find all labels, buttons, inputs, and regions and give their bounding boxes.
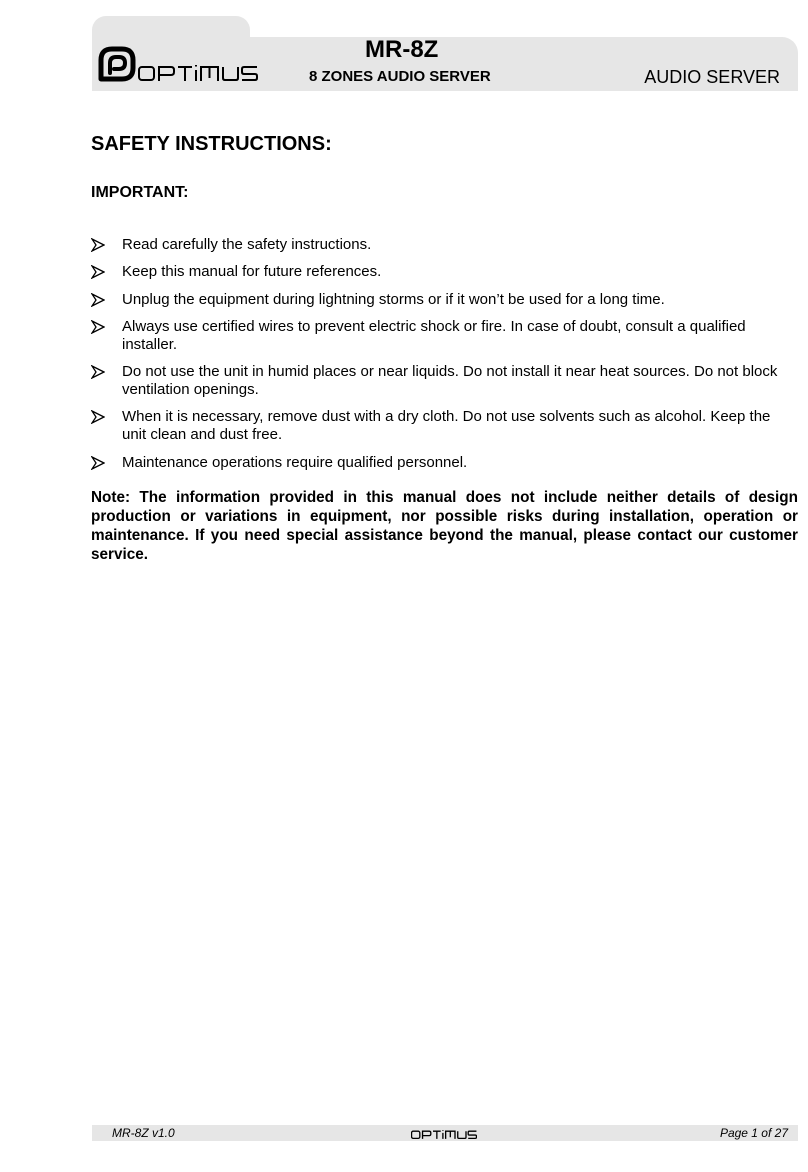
- list-item-text: Keep this manual for future references.: [122, 263, 382, 281]
- list-item-text: Always use certified wires to prevent electric shock or fire. In case of doubt, consult a qualified installer.: [122, 317, 746, 353]
- product-category: AUDIO SERVER: [644, 67, 780, 87]
- product-subtitle: 8 ZONES AUDIO SERVER: [309, 68, 491, 85]
- arrow-bullet-icon: [91, 265, 105, 279]
- disclaimer-note: Note: The information provided in this manual does not include neither details of design production or variations in equipment, nor possible risks during installation, operation or maintenance. If you need special assistance beyond the manual, please contact our customer service.: [91, 488, 798, 563]
- list-item: [91, 408, 798, 444]
- section-heading: IMPORTANT:: [91, 184, 189, 201]
- arrow-bullet-icon: [91, 410, 105, 424]
- list-item-text: When it is necessary, remove dust with a dry cloth. Do not use solvents such as alcohol. Keep the unit clean and dust free.: [122, 408, 771, 444]
- list-item: [91, 291, 798, 309]
- arrow-bullet-icon: [91, 293, 105, 307]
- page-content: [91, 132, 798, 579]
- list-item-text: Unplug the equipment during lightning storms or if it won’t be used for a long time.: [122, 290, 665, 308]
- list-item: [91, 318, 798, 354]
- page-title: SAFETY INSTRUCTIONS:: [91, 133, 332, 155]
- safety-list: [91, 236, 798, 472]
- list-item: [91, 263, 798, 281]
- arrow-bullet-icon: [91, 320, 105, 334]
- list-item-text: Maintenance operations require qualified personnel.: [122, 453, 468, 471]
- document-version: MR-8Z v1.0: [112, 1126, 175, 1140]
- optimus-wordmark: [138, 64, 258, 82]
- list-item-text: Read carefully the safety instructions.: [122, 236, 372, 253]
- arrow-bullet-icon: [91, 456, 105, 470]
- model-name: MR-8Z: [365, 36, 439, 63]
- list-item: [91, 236, 798, 254]
- arrow-bullet-icon: [91, 365, 105, 379]
- list-item-text: Do not use the unit in humid places or near liquids. Do not install it near heat sources. Do not block ventilation openings.: [122, 363, 778, 399]
- arrow-bullet-icon: [91, 238, 105, 252]
- optimus-logo-icon: [97, 45, 137, 85]
- page-number: Page 1 of 27: [719, 1126, 788, 1140]
- footer-wordmark: [411, 1129, 477, 1140]
- list-item: [91, 454, 798, 472]
- list-item: [91, 363, 798, 399]
